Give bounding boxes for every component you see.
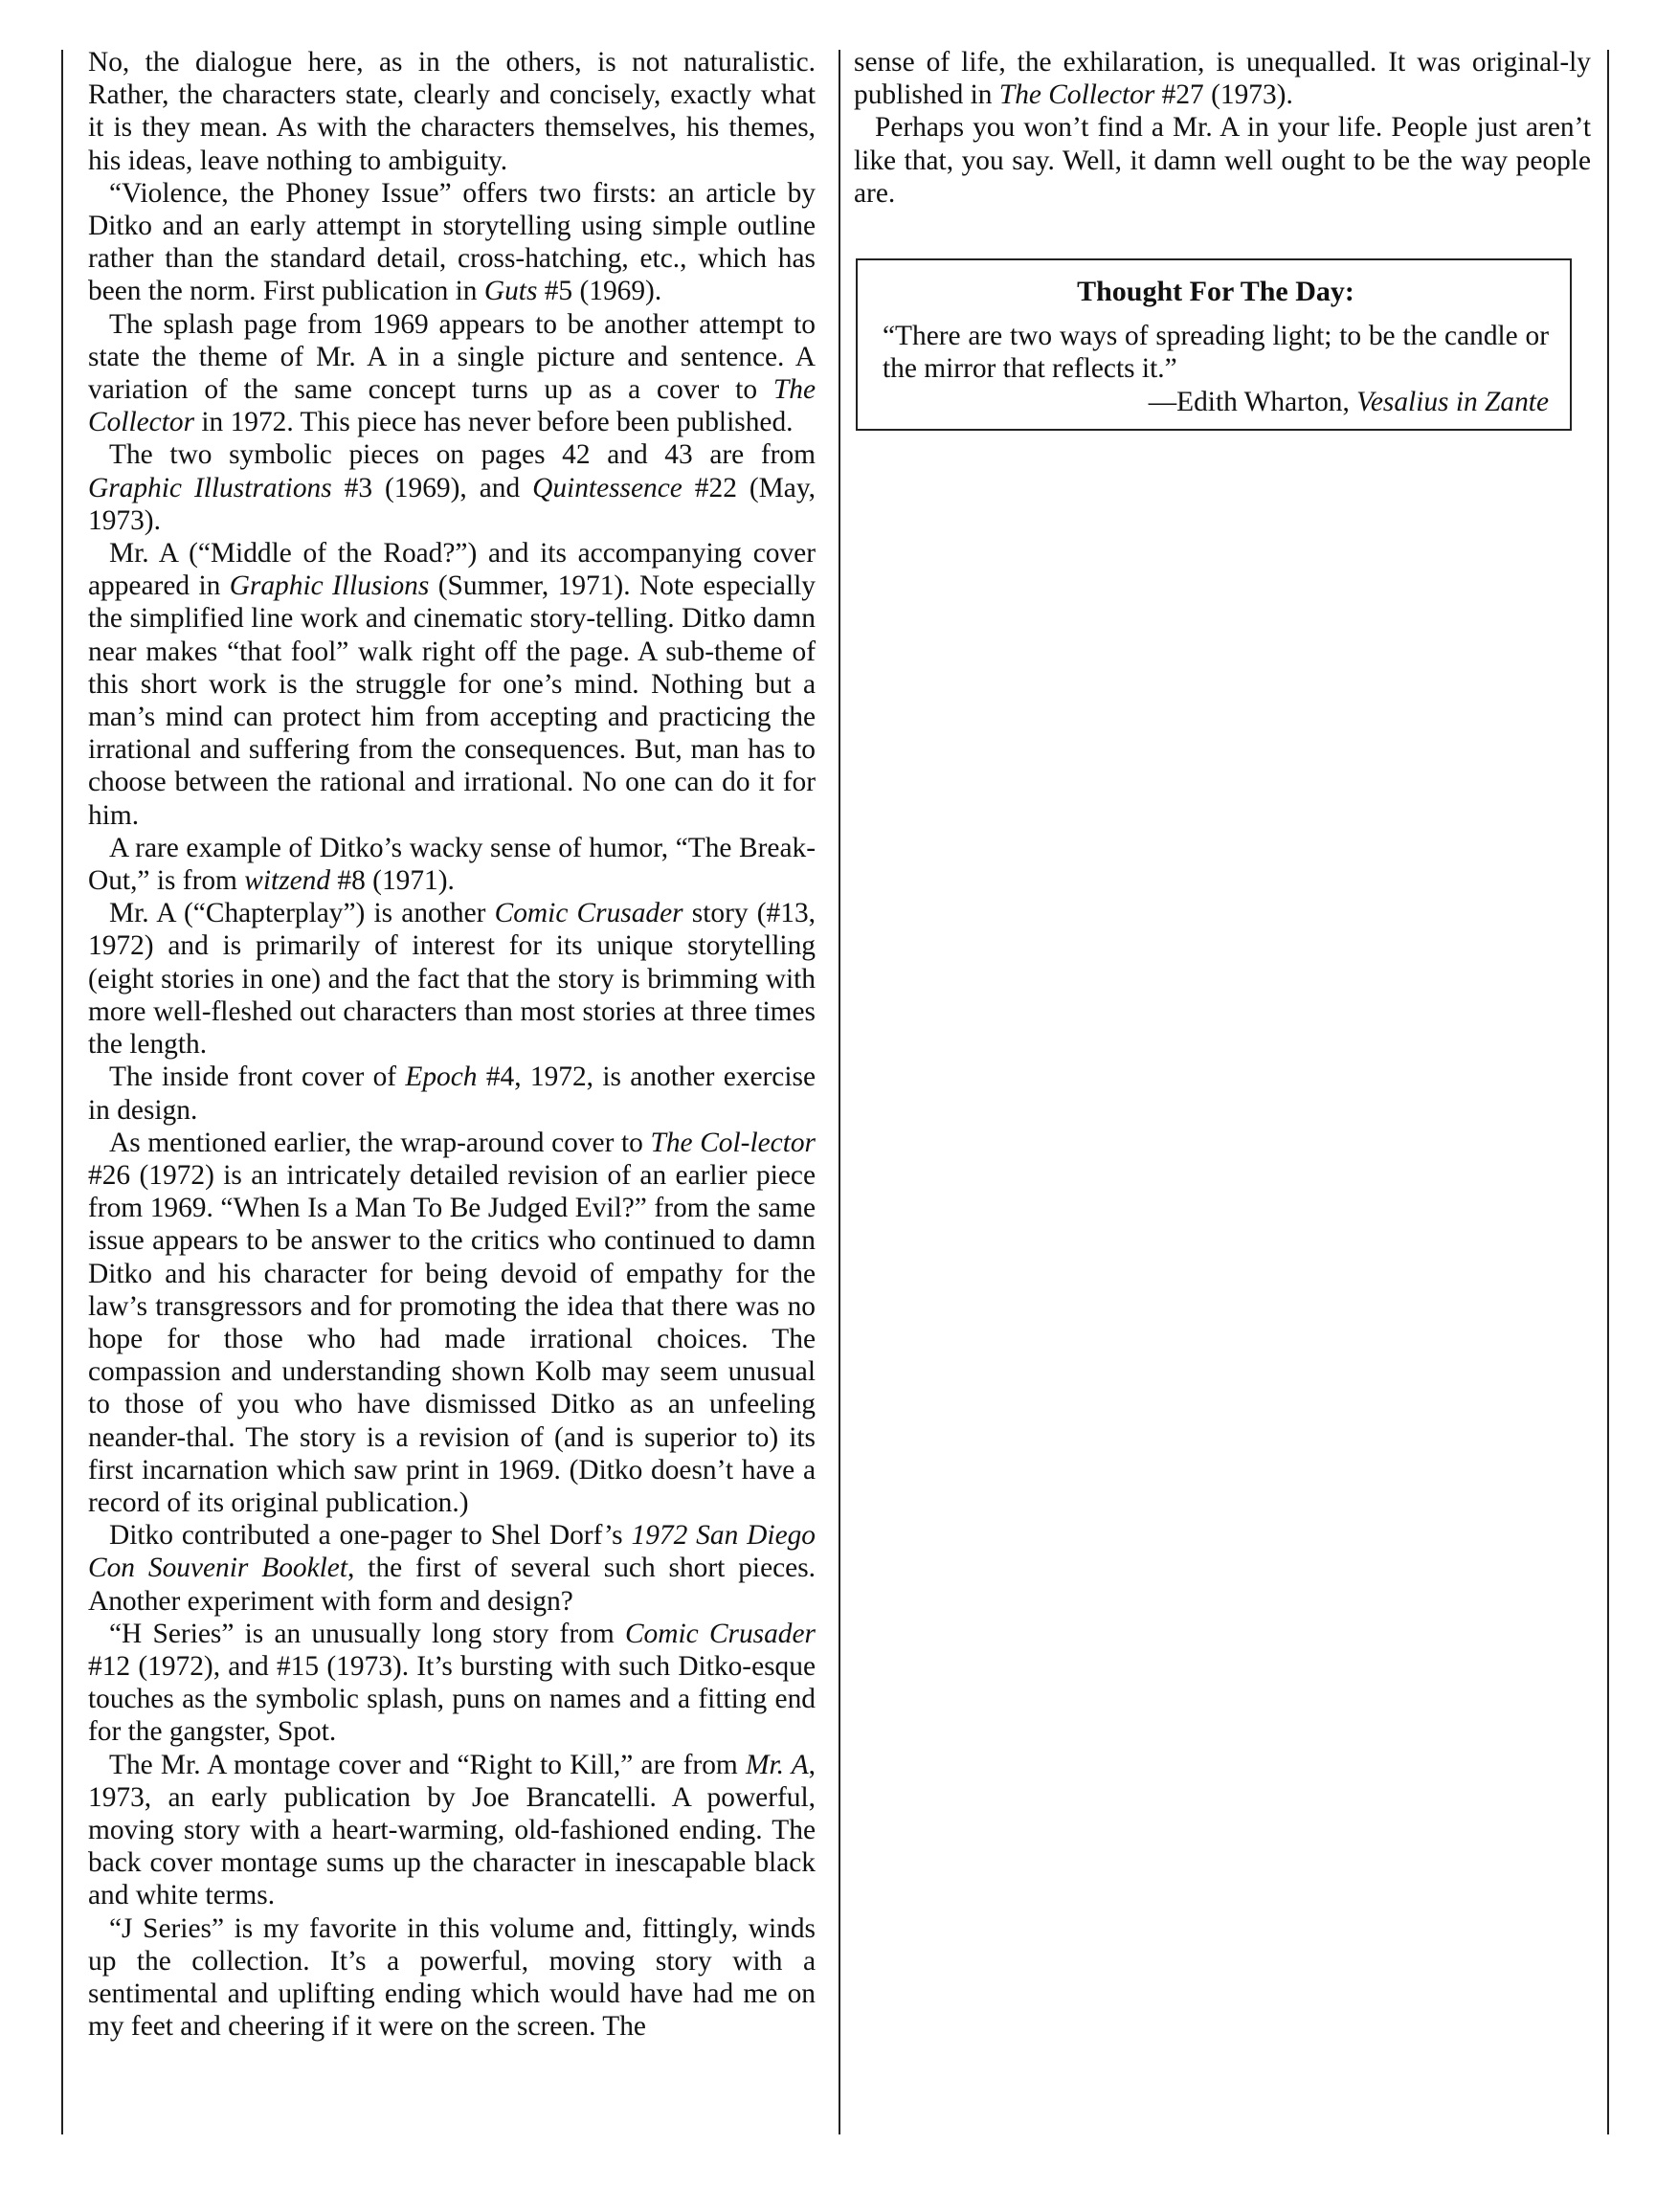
thought-box-title: Thought For The Day: (1077, 276, 1354, 307)
paragraph: The inside front cover of Epoch #4, 1972, is another exercise in design. (88, 1061, 816, 1126)
right-margin-rule (1607, 50, 1609, 2134)
right-text-column (854, 46, 1591, 210)
left-text-column (88, 46, 816, 2043)
paragraph: Mr. A (“Middle of the Road?”) and its accompanying cover appeared in Graphic Illusions (Summer, 1971). Note especially the simplified line work and cinematic story-telling. Ditko damn near makes “that fool” walk right off the page. A sub-theme of this short work is the struggle for one’s mind. Nothing but a man’s mind can protect him from accepting and practicing the irrational and suffering from the consequences. But, man has to choose between the rational and irrational. No one can do it for him. (88, 538, 816, 831)
paragraph: “J Series” is my favorite in this volume and, fittingly, winds up the collection. It’s a powerful, moving story with a sentimental and uplifting ending which would have had me on my feet and cheering if it were on the screen. The (88, 1912, 816, 2043)
column-divider-rule (839, 50, 840, 2134)
thought-attribution: —Edith Wharton, Vesalius in Zante (1148, 387, 1549, 417)
thought-for-the-day-box (856, 258, 1572, 431)
left-margin-rule (61, 50, 63, 2134)
paragraph: The splash page from 1969 appears to be another attempt to state the theme of Mr. A in a single picture and sentence. A variation of the same concept turns up as a cover to The Collector in 1972. This piece has never before been published. (88, 308, 816, 438)
paragraph: Mr. A (“Chapterplay”) is another Comic Crusader story (#13, 1972) and is primarily of interest for its unique storytelling (eight stories in one) and the fact that the story is brimming with more well-fleshed out characters than most stories at three times the length. (88, 898, 816, 1061)
paragraph: As mentioned earlier, the wrap-around cover to The Col-lector #26 (1972) is an intricately detailed revision of an earlier piece from 1969. “When Is a Man To Be Judged Evil?” from the same issue appears to be answer to the critics who continued to damn Ditko and his character for being devoid of empathy for the law’s transgressors and for promoting the idea that there was no hope for those who had made irrational choices. The compassion and understanding shown Kolb may seem unusual to those of you who have dismissed Ditko as an unfeeling neander-thal. The story is a revision of (and is superior to) its first incarnation which saw print in 1969. (Ditko doesn’t have a record of its original publication.) (88, 1127, 816, 1518)
paragraph: A rare example of Ditko’s wacky sense of humor, “The Break-Out,” is from witzend #8 (1971). (88, 832, 816, 897)
paragraph: No, the dialogue here, as in the others, is not naturalistic. Rather, the characters state, clearly and concisely, exactly what it is they mean. As with the characters themselves, his themes, his ideas, leave nothing to ambiguity. (88, 47, 816, 176)
paragraph: “H Series” is an unusually long story from Comic Crusader #12 (1972), and #15 (1973). It’s bursting with such Ditko-esque touches as the symbolic splash, puns on names and a fitting end for the gangster, Spot. (88, 1618, 816, 1748)
paragraph: The Mr. A montage cover and “Right to Kill,” are from Mr. A, 1973, an early publication by Joe Brancatelli. A powerful, moving story with a heart-warming, old-fashioned ending. The back cover montage sums up the character in inescapable black and white terms. (88, 1749, 817, 1911)
paragraph: Perhaps you won’t find a Mr. A in your life. People just aren’t like that, you say. Well, it damn well ought to be the way people are. (854, 112, 1591, 209)
paragraph: “Violence, the Phoney Issue” offers two firsts: an article by Ditko and an early attempt in storytelling using simple outline rather than the standard detail, cross-hatching, etc., which has been the norm. First publication in Guts #5 (1969). (88, 177, 816, 307)
paragraph: sense of life, the exhilaration, is unequalled. It was original-ly published in The Collector #27 (1973). (854, 47, 1591, 111)
thought-quote: “There are two ways of spreading light; to be the candle or the mirror that reflects it.” (883, 321, 1549, 384)
paragraph: Ditko contributed a one-pager to Shel Dorf’s 1972 San Diego Con Souvenir Booklet, the first of several such short pieces. Another experiment with form and design? (88, 1520, 816, 1617)
paragraph: The two symbolic pieces on pages 42 and 43 are from Graphic Illustrations #3 (1969), and Quintessence #22 (May, 1973). (88, 439, 816, 536)
